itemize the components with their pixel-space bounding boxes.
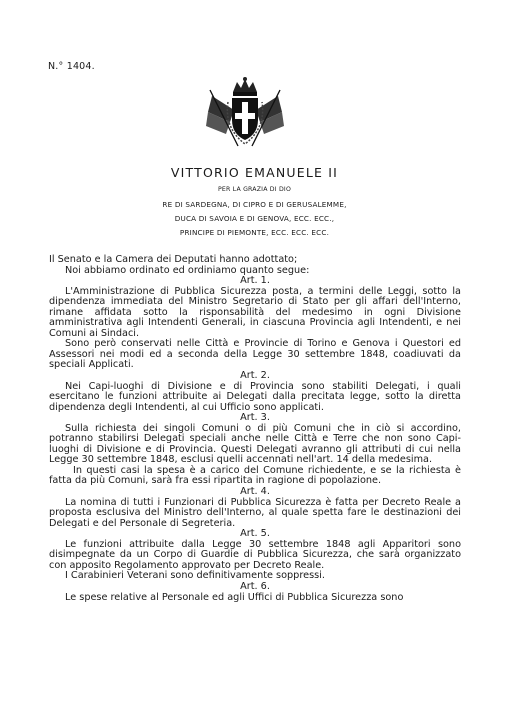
- king-title: VITTORIO EMANUELE II: [170, 165, 339, 180]
- paragraph-article-3b: In questi casi la spesa è a carico del Comune richiedente, e se la richiesta è fatta da più Comuni, sarà fra essi ripartita in ragione di popolazione.: [49, 464, 461, 487]
- article-heading-5: Art. 5.: [240, 528, 270, 540]
- document-body: [49, 255, 461, 603]
- article-heading-1: Art. 1.: [240, 275, 270, 287]
- paragraph-preamble-1: Il Senato e la Camera dei Deputati hanno adottato;: [49, 254, 298, 265]
- paragraph-article-1a: L'Amministrazione di Pubblica Sicurezza posta, a termini delle Leggi, sotto la dipendenza immediata del Ministro Segretario di Stato per gli affari dell'Interno, rimane affidata sotto la risponsabilità del medesimo in ogni Divisione amministrativa agli Intendenti Generali, in ciascuna Provincia agli Intendenti, e nei Comuni ai Sindaci.: [49, 285, 461, 339]
- paragraph-article-2: Nei Capi-luoghi di Divisione e di Provincia sono stabiliti Delegati, i quali esercitano le funzioni attribuite ai Delegati dalla precitata legge, sotto la diretta dipendenza degli Intendenti, al cui Ufficio sono applicati.: [49, 380, 461, 413]
- paragraph-article-4: La nomina di tutti i Funzionari di Pubblica Sicurezza è fatta per Decreto Reale a proposta esclusiva del Ministro dell'Interno, al quale spetta fare le destinazioni dei Delegati e del Personale di Segreteria.: [49, 496, 461, 529]
- paragraph-preamble-2: Noi abbiamo ordinato ed ordiniamo quanto segue:: [65, 264, 310, 276]
- document-number: N.° 1404.: [48, 61, 95, 72]
- article-heading-4: Art. 4.: [240, 486, 270, 498]
- paragraph-article-1b: Sono però conservati nelle Città e Provincie di Torino e Genova i Questori ed Assessori nei modi ed a seconda della Legge 30 settembre 1848, coadiuvati da speciali Applicati.: [49, 338, 461, 371]
- coat-of-arms-icon: [204, 76, 286, 150]
- paragraph-article-6: Le spese relative al Personale ed agli Uffici di Pubblica Sicurezza sono: [65, 591, 404, 603]
- article-heading-3: Art. 3.: [240, 412, 270, 424]
- article-heading-2: Art. 2.: [240, 370, 270, 382]
- article-heading-6: Art. 6.: [240, 580, 270, 592]
- paragraph-article-5b: I Carabinieri Veterani sono definitivamente soppressi.: [65, 570, 325, 582]
- paragraph-article-3a: Sulla richiesta dei singoli Comuni o di più Comuni che in ciò si accordino, potranno stabilirsi Delegati speciali anche nelle Città e Terre che non sono Capi-luoghi di Divisione e di Provincia. Questi Delegati avranno gli attributi di cui nella Legge 30 settembre 1848, esclusi quelli accennati nell'art. 14 della medesima.: [49, 422, 461, 466]
- header-line-grace: PER LA GRAZIA DI DIO: [217, 186, 292, 193]
- header-line-king-of: RE DI SARDEGNA, DI CIPRO E DI GERUSALEMME,: [162, 200, 347, 209]
- header-line-prince-of: PRINCIPE DI PIEMONTE, ECC. ECC. ECC.: [179, 228, 330, 237]
- paragraph-article-5a: Le funzioni attribuite dalla Legge 30 settembre 1848 agli Apparitori sono disimpegnate da un Corpo di Guardie di Pubblica Sicurezza, che sarà organizzato con apposito Regolamento approvato per Decreto Reale.: [49, 538, 461, 571]
- header-line-duke-of: DUCA DI SAVOIA E DI GENOVA, ECC. ECC.,: [174, 214, 335, 223]
